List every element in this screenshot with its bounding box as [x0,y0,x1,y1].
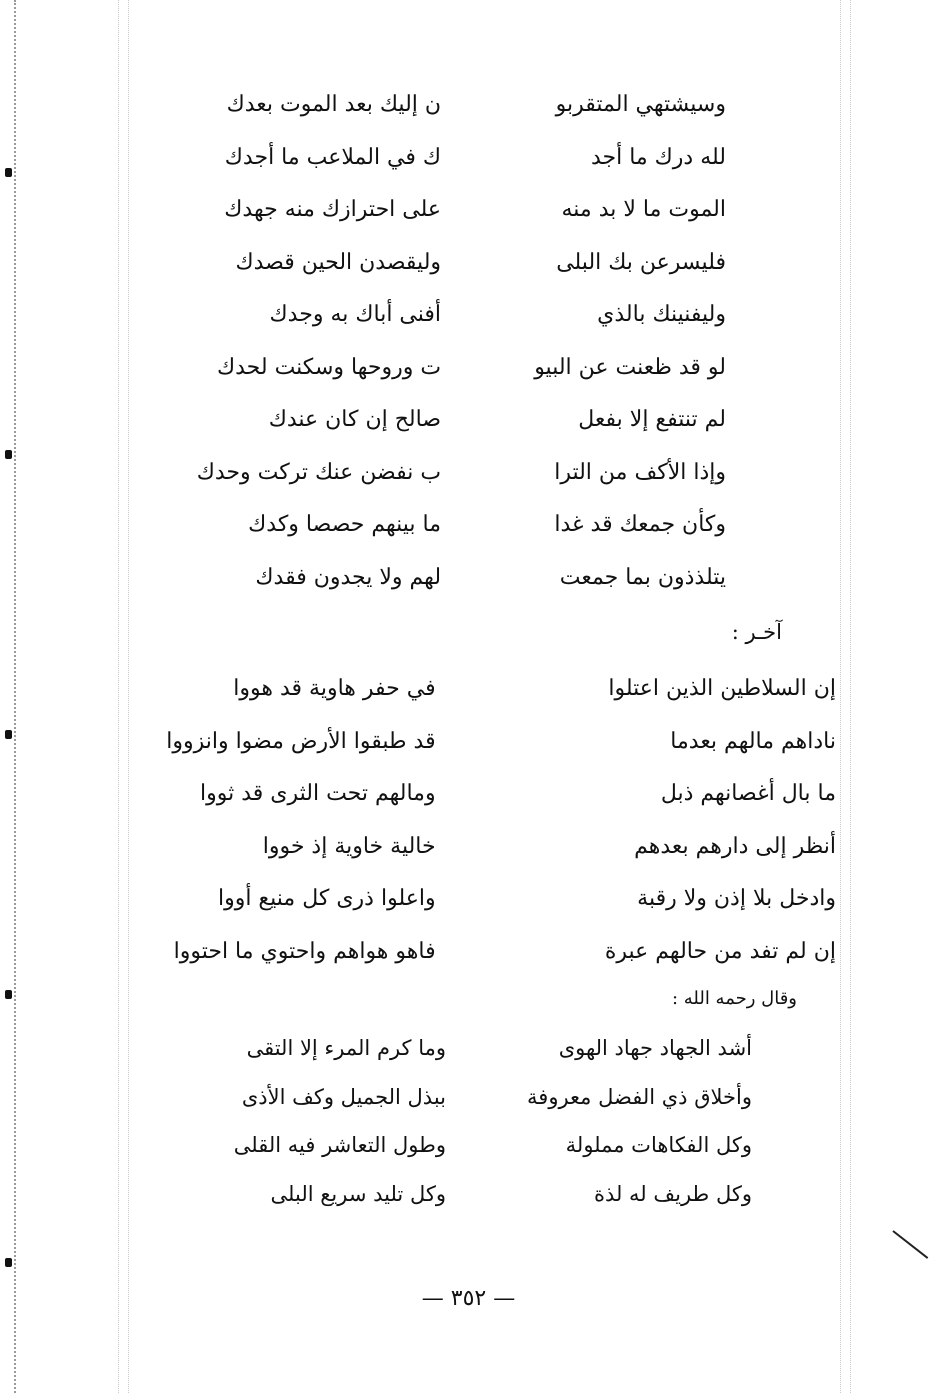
verse-second-hemistich: أفنى أباك به وجدك [269,302,442,327]
verse-second-hemistich: ومالهم تحت الثرى قد ثووا [199,781,436,806]
verse-second-hemistich: لهم ولا يجدون فقدك [255,564,442,590]
verse-first-hemistich: وادخل بلا إذن ولا رقبة [637,886,836,911]
verse-first-hemistich: إن السلاطين الذين اعتلوا [608,676,836,701]
scan-edge-stroke [892,1230,928,1259]
verse-first-hemistich: فليسرعن بك البلى [556,249,726,275]
verse [152,1133,752,1182]
verse-first-hemistich: إن لم تفد من حالهم عبرة [604,938,836,964]
verse-first-hemistich: وأخلاق ذي الفضل معروفة [527,1084,752,1109]
verse [66,729,836,782]
verse-first-hemistich: وكأن جمعك قد غدا [554,512,726,537]
verse-second-hemistich: على احترازك منه جهدك [224,197,442,222]
scan-column-rule [850,0,851,1393]
verse-first-hemistich: وإذا الأكف من الترا [554,459,726,485]
scan-margin-rule [14,0,16,1393]
verse [66,834,836,887]
poem-two [66,676,836,991]
binding-hole-mark [5,168,12,177]
verse-first-hemistich: لو قد ظعنت عن البيو [534,354,726,380]
verse-first-hemistich: ناداهم مالهم بعدما [670,728,836,754]
verse-second-hemistich: وما كرم المرء إلا التقى [246,1036,446,1060]
poem-one [178,92,726,617]
verse-second-hemistich: وكل تليد سريع البلى [270,1181,446,1206]
binding-hole-mark [5,990,12,999]
binding-hole-mark [5,1258,12,1267]
verse-first-hemistich: ما بال أغصانهم ذبل [660,781,836,806]
verse [178,197,726,250]
poem-three [152,1036,752,1230]
verse-second-hemistich: وليقصدن الحين قصدك [235,249,442,275]
verse-second-hemistich: ببذل الجميل وكف الأذى [241,1084,446,1109]
section-heading: آخـر : [731,620,782,644]
verse-first-hemistich: وكل طريف له لذة [593,1181,752,1206]
verse [152,1085,752,1134]
verse-second-hemistich: فاهو هواهم واحتوي ما احتووا [173,938,436,964]
verse-second-hemistich: واعلوا ذرى كل منيع أووا [217,886,436,911]
verse [66,886,836,939]
verse [178,512,726,565]
verse [66,676,836,729]
verse-first-hemistich: وليفنينك بالذي [597,302,726,327]
binding-hole-mark [5,730,12,739]
verse [66,939,836,992]
verse-first-hemistich: لله درك ما أجد [590,144,726,170]
verse [178,250,726,303]
verse-second-hemistich: في حفر هاوية قد هووا [233,676,436,701]
scan-column-rule [840,0,841,1393]
verse-second-hemistich: ن إليك بعد الموت بعدك [226,92,442,117]
page-number: — ٣٥٢ — [421,1286,516,1311]
verse [66,781,836,834]
binding-hole-mark [5,450,12,459]
verse-second-hemistich: ب نفضن عنك تركت وحدك [196,459,442,485]
verse [152,1182,752,1231]
verse-second-hemistich: ما بينهم حصصا وكدك [248,512,442,537]
verse [178,302,726,355]
verse-second-hemistich: ت وروحها وسكنت لحدك [216,354,442,380]
verse-second-hemistich: صالح إن كان عندك [268,407,442,432]
verse-first-hemistich: أشد الجهاد جهاد الهوى [558,1036,752,1060]
verse-second-hemistich: ك في الملاعب ما أجدك [224,144,442,170]
verse-second-hemistich: وطول التعاشر فيه القلى [233,1133,446,1157]
verse [178,92,726,145]
verse [178,355,726,408]
section-heading: وقال رحمه الله : [671,988,797,1009]
verse [152,1036,752,1085]
verse-first-hemistich: أنظر إلى دارهم بعدهم [634,833,836,859]
verse [178,145,726,198]
verse-first-hemistich: وسيشتهي المتقربو [555,92,726,117]
verse [178,460,726,513]
verse-first-hemistich: يتلذذون بما جمعت [559,564,726,590]
verse [178,565,726,618]
verse-first-hemistich: وكل الفكاهات مملولة [565,1133,752,1157]
verse-first-hemistich: الموت ما لا بد منه [561,197,726,222]
verse-first-hemistich: لم تنتفع إلا بفعل [578,407,726,432]
verse-second-hemistich: خالية خاوية إذ خووا [262,833,436,859]
verse [178,407,726,460]
verse-second-hemistich: قد طبقوا الأرض مضوا وانزووا [166,728,436,754]
